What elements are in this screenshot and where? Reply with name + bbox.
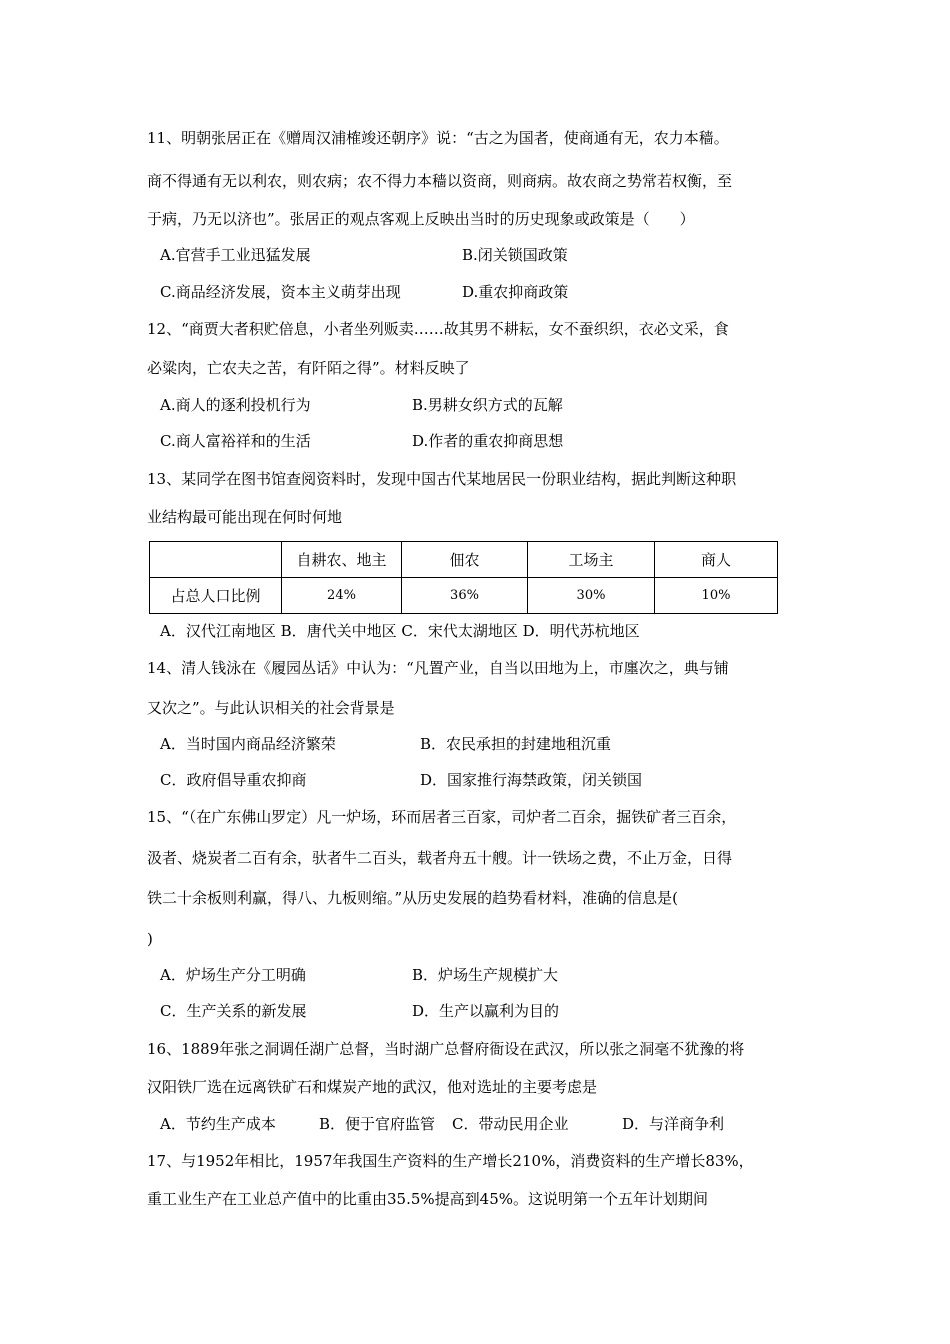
q12-line-1: 12、“商贾大者积贮倍息，小者坐列贩卖……故其男不耕耘，女不蚕织织，衣必文采，食 — [147, 320, 729, 338]
q16-option-d: D．与洋商争利 — [622, 1115, 725, 1133]
q14-option-b: B．农民承担的封建地租沉重 — [420, 735, 612, 753]
q13-options: A．汉代江南地区 B．唐代关中地区 C．宋代太湖地区 D．明代苏杭地区 — [160, 622, 640, 640]
q14-option-d: D．国家推行海禁政策，闭关锁国 — [420, 771, 643, 789]
q15-line-4: ) — [147, 930, 153, 948]
q15-option-d: D．生产以赢利为目的 — [412, 1002, 560, 1020]
table-cell: 10% — [655, 578, 778, 614]
table-header-cell: 工场主 — [528, 542, 655, 578]
q11-option-b: B.闭关锁国政策 — [462, 246, 568, 264]
q14-line-2: 又次之”。与此认识相关的社会背景是 — [147, 699, 395, 717]
q16-line-2: 汉阳铁厂选在远离铁矿石和煤炭产地的武汉，他对选址的主要考虑是 — [147, 1078, 598, 1096]
table-cell: 24% — [282, 578, 402, 614]
table-row — [150, 578, 778, 614]
q13-line-1: 13、某同学在图书馆查阅资料时，发现中国古代某地居民一份职业结构，据此判断这种职 — [147, 470, 737, 488]
q12-option-d: D.作者的重农抑商思想 — [412, 432, 564, 450]
q12-option-b: B.男耕女织方式的瓦解 — [412, 396, 563, 414]
q16-option-a: A．节约生产成本 — [160, 1115, 276, 1133]
q11-option-d: D.重农抑商政策 — [462, 283, 569, 301]
q11-line-1: 11、明朝张居正在《赠周汉浦榷竣还朝序》说：“古之为国者，使商通有无，农力本穑。 — [147, 129, 729, 147]
table-header-cell: 商人 — [655, 542, 778, 578]
q11-option-a: A.官营手工业迅猛发展 — [160, 246, 311, 264]
q15-line-1: 15、“（在广东佛山罗定）凡一炉场，环而居者三百家，司炉者二百余，掘铁矿者三百余， — [147, 808, 737, 826]
q15-line-3: 铁二十余板则利赢，得八、九板则缩。”从历史发展的趋势看材料，准确的信息是( — [147, 889, 679, 907]
table-cell: 30% — [528, 578, 655, 614]
q17-line-2: 重工业生产在工业总产值中的比重由35.5%提高到45%。这说明第一个五年计划期间 — [147, 1190, 708, 1208]
q13-line-2: 业结构最可能出现在何时何地 — [147, 508, 343, 526]
q12-line-2: 必粱肉，亡农夫之苦，有阡陌之得”。材料反映了 — [147, 359, 470, 377]
q14-option-a: A．当时国内商品经济繁荣 — [160, 735, 336, 753]
q16-option-b: B．便于官府监管 — [319, 1115, 436, 1133]
occupation-table — [149, 541, 778, 614]
q16-option-c: C．带动民用企业 — [452, 1115, 569, 1133]
q14-line-1: 14、清人钱泳在《履园丛话》中认为：“凡置产业，自当以田地为上，市廛次之，典与铺 — [147, 659, 729, 677]
q16-line-1: 16、1889年张之洞调任湖广总督，当时湖广总督府衙设在武汉，所以张之洞毫不犹豫的将 — [147, 1040, 745, 1058]
q11-line-2: 商不得通有无以利农，则农病；农不得力本穑以资商，则商病。故农商之势常若权衡，至 — [147, 172, 733, 190]
table-header-cell — [150, 542, 282, 578]
q12-option-c: C.商人富裕祥和的生活 — [160, 432, 311, 450]
q15-option-b: B．炉场生产规模扩大 — [412, 966, 559, 984]
table-header-cell: 自耕农、地主 — [282, 542, 402, 578]
q17-line-1: 17、与1952年相比，1957年我国生产资料的生产增长210%，消费资料的生产增长83%， — [147, 1152, 754, 1170]
q11-option-c: C.商品经济发展，资本主义萌芽出现 — [160, 283, 401, 301]
table-row-label: 占总人口比例 — [150, 578, 282, 614]
table-cell: 36% — [402, 578, 528, 614]
q11-line-3: 于病，乃无以济也”。张居正的观点客观上反映出当时的历史现象或政策是（ ） — [147, 210, 695, 228]
q14-option-c: C．政府倡导重农抑商 — [160, 771, 307, 789]
q15-option-c: C．生产关系的新发展 — [160, 1002, 307, 1020]
q12-option-a: A.商人的逐利投机行为 — [160, 396, 311, 414]
q15-option-a: A．炉场生产分工明确 — [160, 966, 306, 984]
q15-line-2: 汲者、烧炭者二百有余，驮者牛二百头，载者舟五十艘。计一铁场之费，不止万金，日得 — [147, 849, 733, 867]
table-header-cell: 佃农 — [402, 542, 528, 578]
table-header-row — [150, 542, 778, 578]
